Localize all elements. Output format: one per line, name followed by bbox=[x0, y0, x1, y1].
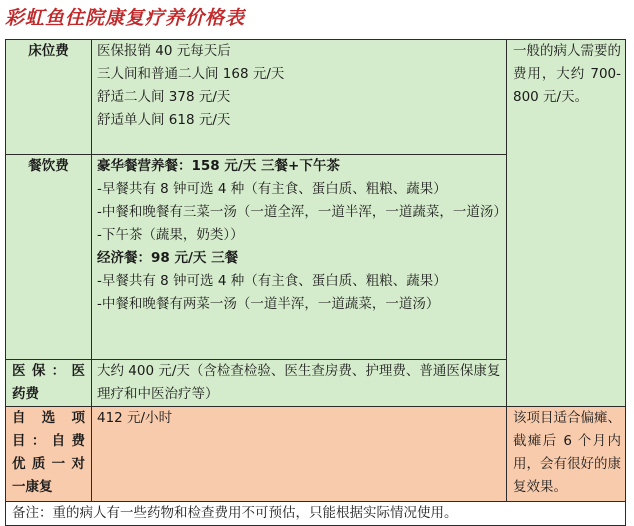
category-bed-label: 床位费 bbox=[6, 40, 92, 155]
meal-fee-details bbox=[92, 155, 507, 360]
table-row-bed bbox=[6, 40, 626, 155]
footnote: 备注：重的病人有一些药物和检查费用不可预估，只能根据实际情况使用。 bbox=[6, 502, 626, 526]
self-pay-label-line: 一康复 bbox=[12, 479, 53, 495]
price-table bbox=[5, 39, 626, 526]
bed-fee-details bbox=[92, 40, 507, 155]
bed-line: 医保报销 40 元每天后 bbox=[97, 43, 231, 59]
category-meal-label: 餐饮费 bbox=[6, 155, 92, 360]
luxury-meal-line: -中餐和晚餐有三菜一汤（一道全浑，一道半浑，一道蔬菜，一道汤） bbox=[97, 204, 507, 220]
luxury-meal-title: 豪华餐营养餐：158 元/天 三餐+下午茶 bbox=[97, 158, 340, 174]
insurance-label-line: 药费 bbox=[12, 386, 39, 402]
general-cost-note: 一般的病人需要的费用，大约 700-800 元/天。 bbox=[507, 40, 626, 407]
luxury-meal-line: -下午茶（蔬果，奶类）） bbox=[97, 227, 244, 243]
self-pay-fee: 412 元/小时 bbox=[92, 407, 507, 502]
insurance-fee-text: 大约 400 元/天（含检查检验、医生查房费、护理费、普通医保康复理疗和中医治疗等） bbox=[97, 363, 501, 402]
table-row-footnote bbox=[6, 502, 626, 526]
luxury-meal-line: -早餐共有 8 钟可选 4 种（有主食、蛋白质、粗粮、蔬果） bbox=[97, 181, 447, 197]
self-pay-note: 该项目适合偏瘫、截瘫后 6 个月内用，会有很好的康复效果。 bbox=[507, 407, 626, 502]
bed-line: 舒适二人间 378 元/天 bbox=[97, 89, 231, 105]
economy-meal-title: 经济餐：98 元/天 三餐 bbox=[97, 250, 239, 266]
category-self-pay-label bbox=[6, 407, 92, 502]
self-pay-label-line: 自 选 项 bbox=[12, 410, 85, 426]
self-pay-label-line: 优质一对 bbox=[12, 456, 85, 472]
insurance-label-line: 医保：医 bbox=[12, 363, 85, 379]
insurance-fee-details bbox=[92, 360, 507, 407]
economy-meal-line: -中餐和晚餐有两菜一汤（一道半浑，一道蔬菜，一道汤） bbox=[97, 296, 440, 312]
bed-line: 舒适单人间 618 元/天 bbox=[97, 112, 231, 128]
bed-line: 三人间和普通二人间 168 元/天 bbox=[97, 66, 285, 82]
self-pay-label-line: 目：自费 bbox=[12, 433, 85, 449]
page-title: 彩虹鱼住院康复疗养价格表 bbox=[5, 7, 246, 29]
table-row-self-pay bbox=[6, 407, 626, 502]
economy-meal-line: -早餐共有 8 钟可选 4 种（有主食、蛋白质、粗粮、蔬果） bbox=[97, 273, 447, 289]
category-insurance-label bbox=[6, 360, 92, 407]
